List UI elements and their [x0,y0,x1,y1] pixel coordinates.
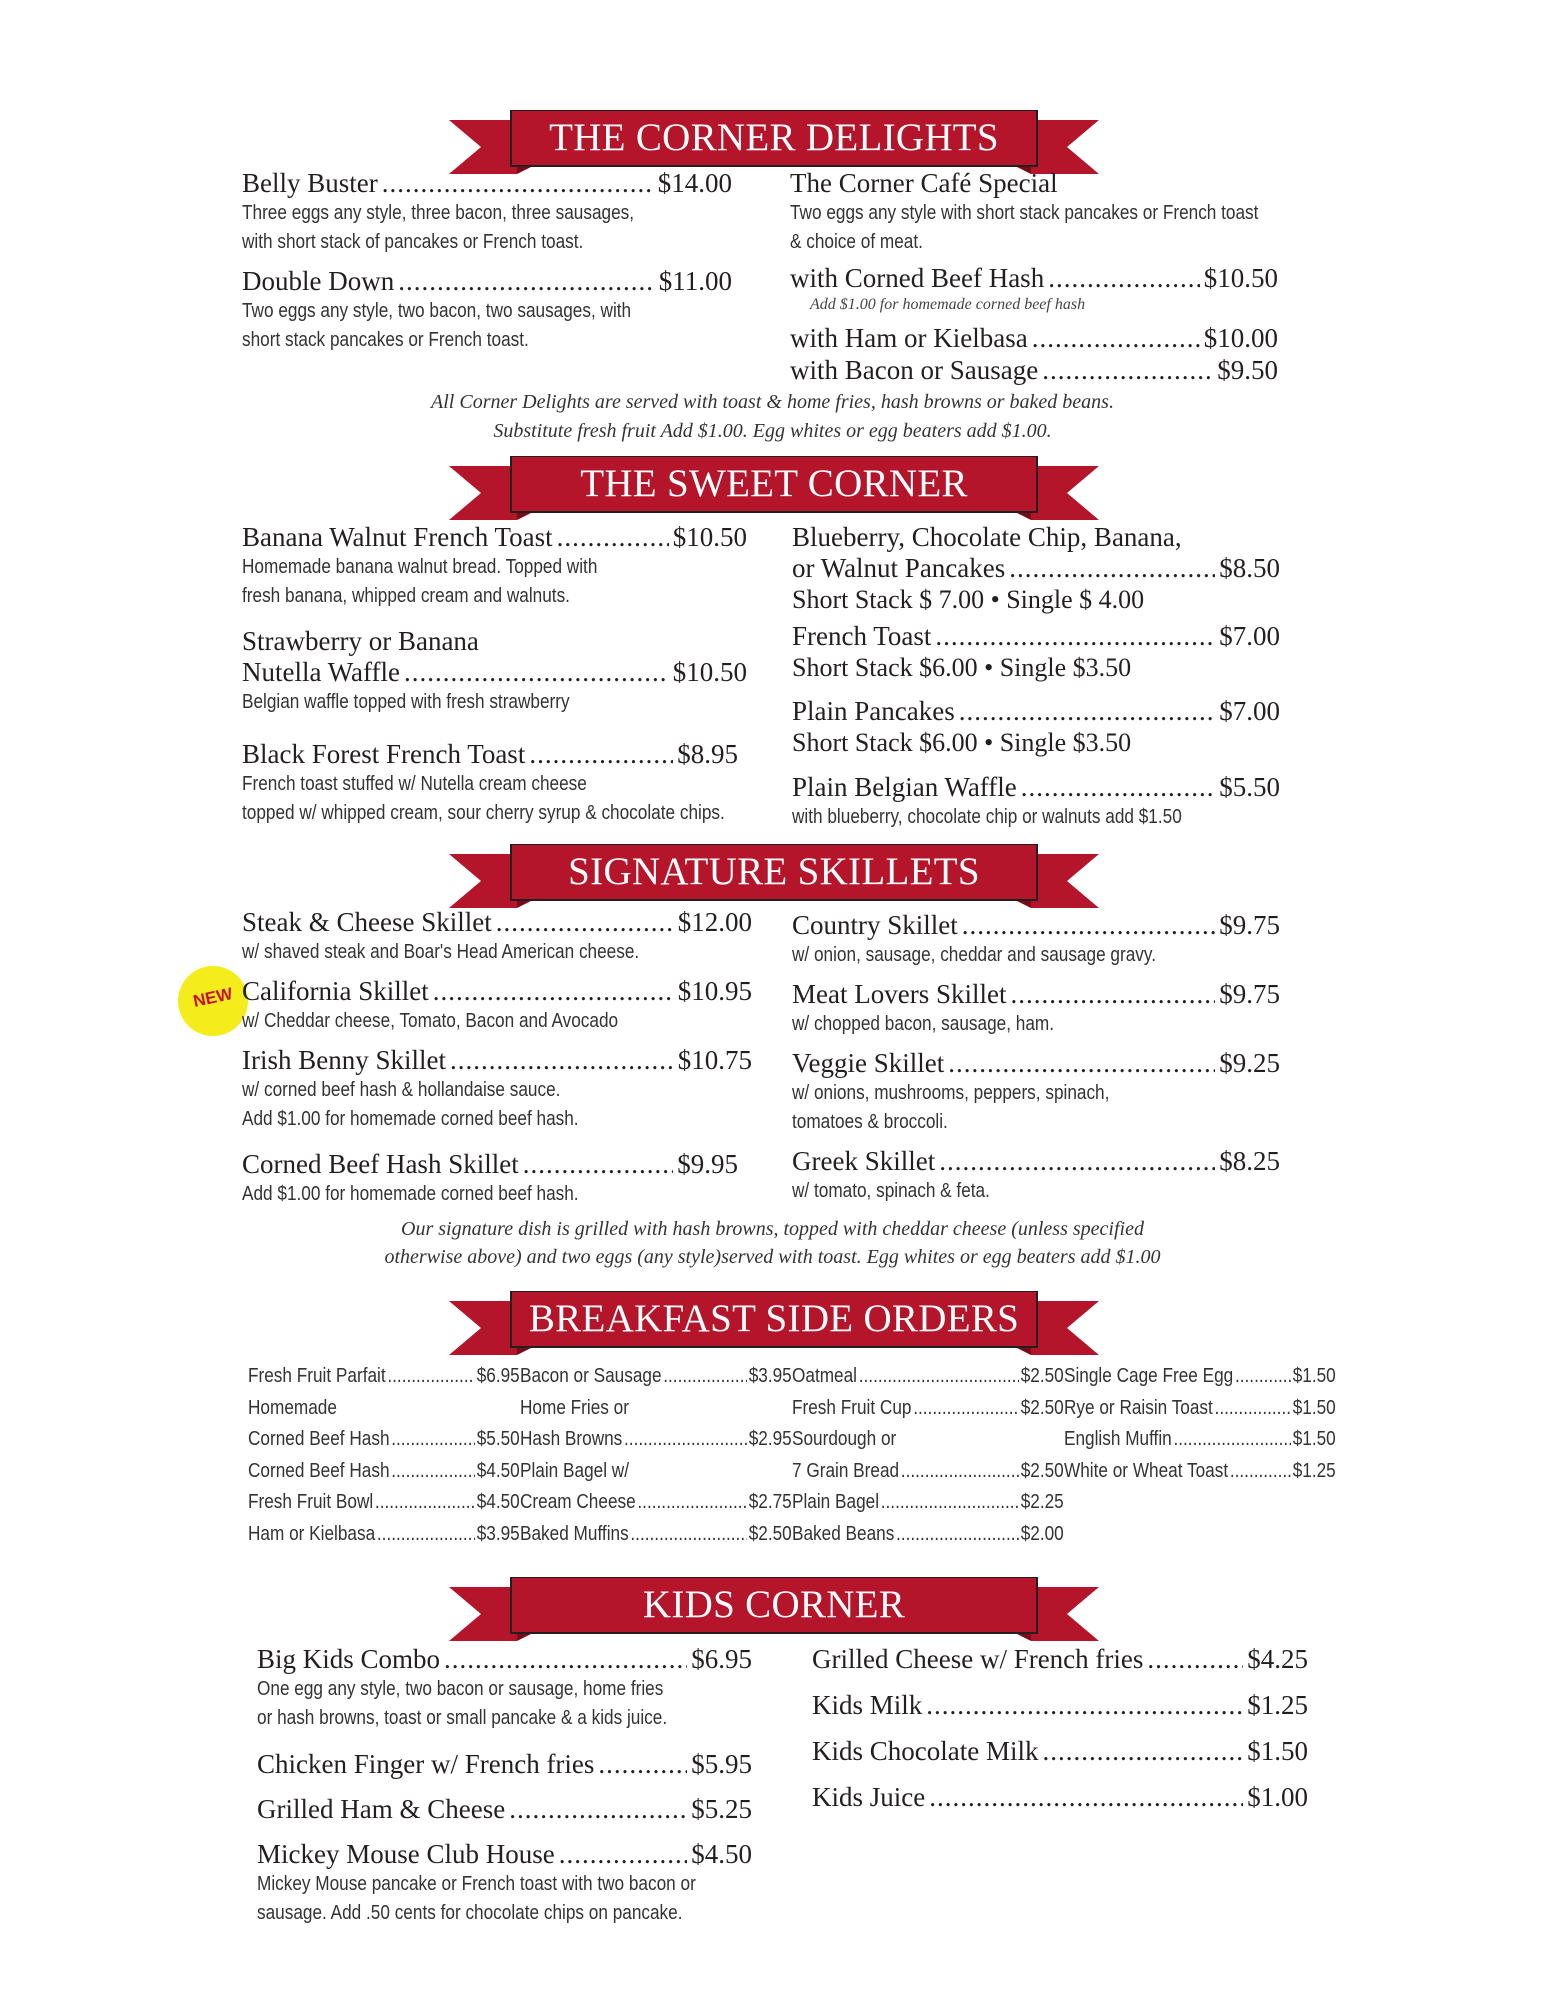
side-orders-column-1 [248,1361,520,1550]
section-title: THE SWEET CORNER [580,462,968,505]
item-sizes: Short Stack $ 7.00 • Single $ 4.00 [792,585,1145,614]
side-item [792,1424,1064,1456]
side-item-name: Cream Cheese [520,1491,636,1513]
item-price: $14.00 [657,168,732,198]
item-price: $9.75 [1219,979,1280,1009]
item-name: Nutella Waffle [242,657,401,687]
dot-leader [1147,1644,1243,1675]
side-item [792,1519,1064,1551]
new-badge-label: NEW [191,984,235,1011]
side-item-name: White or Wheat Toast [1064,1459,1229,1482]
item-name: Plain Belgian Waffle [792,772,1017,802]
section-footnote: All Corner Delights are served with toast & home fries, hash browns or baked beans. [431,391,1114,413]
menu-item-meat-lovers-skillet [792,979,1280,1039]
side-item [1064,1456,1336,1488]
side-item-name: English Muffin [1064,1428,1172,1450]
side-item-name: Fresh Fruit Bowl [248,1491,374,1513]
dot-leader [896,1519,1019,1551]
side-item-price: $6.95 [476,1365,520,1387]
item-description: short stack pancakes or French toast. [242,329,529,351]
side-item [792,1487,1064,1519]
dot-leader [881,1487,1019,1519]
side-orders-column-4 [1064,1361,1336,1487]
item-name: Kids Milk [812,1690,923,1720]
item-description: Add $1.00 for homemade corned beef hash. [242,1108,579,1130]
dot-leader [901,1456,1019,1488]
item-price: $10.50 [672,657,747,687]
dot-leader [959,696,1216,727]
item-description: w/ chopped bacon, sausage, ham. [792,1013,1055,1035]
banner-corner-delights [449,110,1099,176]
item-price: $10.50 [672,522,747,552]
menu-item-grilled-cheese [812,1644,1308,1675]
menu-item-cafe-special [790,168,1310,257]
item-description: French toast stuffed w/ Nutella cream cheese [242,773,587,795]
side-item [792,1393,1064,1425]
dot-leader [926,1690,1243,1721]
dot-leader [1042,355,1213,386]
item-price: $8.25 [1219,1146,1280,1176]
side-item-price: $2.95 [748,1428,792,1450]
dot-leader [1235,1361,1291,1393]
side-item-price: $3.95 [476,1522,520,1545]
side-item-name: Plain Bagel w/ [520,1459,630,1482]
item-price: $6.95 [691,1644,752,1674]
section-title: BREAKFAST SIDE ORDERS [528,1297,1020,1340]
menu-item-veggie-skillet [792,1048,1280,1137]
menu-item-black-forest-toast [242,739,738,828]
side-item-name: Baked Beans [792,1522,895,1545]
dot-leader [1230,1456,1291,1488]
side-item-price: $2.00 [1020,1522,1064,1545]
item-price: $9.25 [1219,1048,1280,1078]
side-item [1064,1393,1336,1425]
item-name: with Corned Beef Hash [790,263,1045,293]
side-item-price: $2.50 [1020,1396,1064,1419]
dot-leader [391,1424,475,1456]
dot-leader [375,1487,475,1519]
side-item [1064,1424,1336,1456]
section-title: THE CORNER DELIGHTS [549,116,999,159]
item-name: Veggie Skillet [792,1048,945,1078]
side-item-name: Fresh Fruit Cup [792,1396,912,1419]
menu-item-banana-walnut-toast [242,522,747,611]
item-note: Add $1.00 for homemade corned beef hash [810,296,1086,313]
side-item [520,1519,792,1551]
dot-leader [377,1519,475,1551]
menu-item-kids-milk [812,1690,1308,1721]
dot-leader [948,1048,1215,1079]
dot-leader [1215,1393,1291,1425]
section-footnote: otherwise above) and two eggs (any style)served with toast. Egg whites or egg beaters add $1.00 [384,1246,1161,1268]
item-name: Black Forest French Toast [242,739,526,769]
item-price: $7.00 [1219,696,1280,726]
item-price: $9.95 [677,1149,738,1179]
dot-leader [598,1749,687,1780]
menu-item-plain-pancakes [792,696,1280,758]
dot-leader [559,1839,688,1870]
menu-item-pancakes [792,522,1280,615]
menu-item-french-toast [792,621,1280,683]
side-item-name: Plain Bagel [792,1491,880,1513]
side-item-name: Homemade [248,1396,337,1419]
side-item-price: $1.50 [1292,1365,1336,1387]
item-price: $4.25 [1247,1644,1308,1674]
item-description: Belgian waffle topped with fresh strawberry [242,691,570,713]
menu-item-big-kids-combo [257,1644,752,1733]
item-description: Add $1.00 for homemade corned beef hash. [242,1183,579,1205]
item-price: $5.50 [1219,772,1280,802]
side-item [520,1361,792,1393]
item-description: Two eggs any style with short stack pancakes or French toast [790,202,1259,224]
item-name: Big Kids Combo [257,1644,441,1674]
item-price: $1.25 [1247,1690,1308,1720]
menu-item-california-skillet [242,976,752,1036]
side-item [248,1519,520,1551]
item-description: Homemade banana walnut bread. Topped with [242,556,598,578]
side-item-price: $1.50 [1292,1428,1336,1450]
item-price: $1.50 [1247,1736,1308,1766]
item-description: w/ corned beef hash & hollandaise sauce. [242,1079,561,1101]
dot-leader [529,739,673,770]
new-badge [178,966,248,1036]
menu-item-mickey-mouse [257,1839,752,1928]
side-item-name: Fresh Fruit Parfait [248,1365,386,1387]
menu-item-chicken-finger [257,1749,752,1780]
side-item-name: Sourdough or [792,1428,897,1450]
menu-item-kids-juice [812,1782,1308,1813]
item-price: $9.75 [1219,910,1280,940]
item-sizes: Short Stack $6.00 • Single $3.50 [792,728,1132,757]
side-item [248,1487,520,1519]
side-item-price: $2.25 [1020,1491,1064,1513]
dot-leader [663,1361,747,1393]
side-item-name: Baked Muffins [520,1522,629,1545]
dot-leader [630,1519,747,1551]
side-item [520,1487,792,1519]
menu-item-bacon-sausage [790,355,1278,386]
item-name: Chicken Finger w/ French fries [257,1749,595,1779]
item-name: French Toast [792,621,932,651]
item-name: Irish Benny Skillet [242,1045,446,1075]
item-price: $10.75 [677,1045,752,1075]
item-price: $10.95 [677,976,752,1006]
side-item [520,1393,792,1425]
side-item-price: $3.95 [748,1365,792,1387]
side-item-name: Bacon or Sausage [520,1365,662,1387]
item-description: Two eggs any style, two bacon, two sausages, with [242,300,632,322]
side-item-price: $2.50 [1020,1459,1064,1482]
item-description: Mickey Mouse pancake or French toast with two bacon or [257,1873,696,1895]
item-name: Kids Juice [812,1782,926,1812]
side-item [792,1456,1064,1488]
dot-leader [444,1644,687,1675]
menu-item-country-skillet [792,910,1280,970]
item-name: The Corner Café Special [790,168,1058,198]
menu-item-nutella-waffle [242,626,747,717]
banner-side-orders [449,1291,1099,1357]
dot-leader [387,1361,475,1393]
side-item-name: Single Cage Free Egg [1064,1365,1234,1387]
dot-leader [523,1149,674,1180]
dot-leader [929,1782,1243,1813]
menu-item-corned-beef-hash [790,263,1278,316]
side-item [248,1393,520,1425]
item-description: Three eggs any style, three bacon, three sausages, [242,202,635,224]
side-item [1064,1361,1336,1393]
item-price: $1.00 [1247,1782,1308,1812]
item-description: with short stack of pancakes or French toast. [242,231,584,253]
menu-item-double-down [242,266,732,355]
item-price: $9.50 [1217,355,1278,385]
item-name: Banana Walnut French Toast [242,522,553,552]
side-item-name: Ham or Kielbasa [248,1522,376,1545]
item-price: $5.25 [691,1794,752,1824]
item-description: w/ Cheddar cheese, Tomato, Bacon and Avocado [242,1010,619,1032]
item-price: $10.00 [1203,323,1278,353]
item-description: w/ tomato, spinach & feta. [792,1180,990,1202]
item-description: tomatoes & broccoli. [792,1111,948,1133]
item-name: with Bacon or Sausage [790,355,1039,385]
side-item-name: Corned Beef Hash [248,1459,390,1482]
dot-leader [913,1393,1019,1425]
dot-leader [1010,979,1215,1010]
item-name: Grilled Ham & Cheese [257,1794,506,1824]
side-item-price: $4.50 [476,1491,520,1513]
item-name: Corned Beef Hash Skillet [242,1149,519,1179]
item-description: sausage. Add .50 cents for chocolate chips on pancake. [257,1902,683,1924]
item-name-line: Strawberry or Banana [242,626,479,656]
item-name-line: Blueberry, Chocolate Chip, Banana, [792,522,1182,552]
dot-leader [859,1361,1019,1393]
item-description: w/ shaved steak and Boar's Head American cheese. [242,941,640,963]
side-item-price: $2.75 [748,1491,792,1513]
side-item-name: Corned Beef Hash [248,1428,390,1450]
item-price: $11.00 [658,266,732,296]
menu-item-belly-buster [242,168,732,257]
item-name: Grilled Cheese w/ French fries [812,1644,1144,1674]
item-description: fresh banana, whipped cream and walnuts. [242,585,570,607]
item-price: $12.00 [677,907,752,937]
dot-leader [398,266,655,297]
side-item-name: Oatmeal [792,1365,858,1387]
side-orders-column-3 [792,1361,1064,1550]
item-price: $5.95 [691,1749,752,1779]
item-name: or Walnut Pancakes [792,553,1006,583]
banner-kids-corner [449,1577,1099,1643]
menu-item-greek-skillet [792,1146,1280,1206]
dot-leader [1042,1736,1243,1767]
dot-leader [1032,323,1200,354]
item-name: Kids Chocolate Milk [812,1736,1039,1766]
side-item-name: Rye or Raisin Toast [1064,1396,1213,1419]
dot-leader [404,657,669,688]
item-price: $8.95 [677,739,738,769]
dot-leader [557,522,669,553]
item-description: or hash browns, toast or small pancake & a kids juice. [257,1707,668,1729]
item-name: Meat Lovers Skillet [792,979,1007,1009]
side-item-name: 7 Grain Bread [792,1459,900,1482]
side-item-price: $1.25 [1292,1459,1336,1482]
item-price: $4.50 [691,1839,752,1869]
dot-leader [382,168,654,199]
dot-leader [962,910,1215,941]
item-name: Mickey Mouse Club House [257,1839,555,1869]
side-item-price: $5.50 [476,1428,520,1450]
banner-sweet-corner [449,456,1099,522]
dot-leader [1048,263,1200,294]
side-item [520,1456,792,1488]
dot-leader [450,1045,674,1076]
menu-item-grilled-ham-cheese [257,1794,752,1825]
dot-leader [1021,772,1215,803]
item-sizes: Short Stack $6.00 • Single $3.50 [792,653,1132,682]
section-footnote: Our signature dish is grilled with hash browns, topped with cheddar cheese (unless specified [401,1218,1144,1240]
side-item [792,1361,1064,1393]
menu-item-corned-beef-skillet [242,1149,738,1209]
dot-leader [1173,1424,1291,1456]
section-title: KIDS CORNER [642,1583,906,1626]
item-name: Belly Buster [242,168,378,198]
dot-leader [1009,553,1215,584]
item-description: topped w/ whipped cream, sour cherry syrup & chocolate chips. [242,802,725,824]
item-description: w/ onions, mushrooms, peppers, spinach, [792,1082,1110,1104]
item-price: $7.00 [1219,621,1280,651]
dot-leader [624,1424,747,1456]
menu-item-steak-cheese-skillet [242,907,752,967]
menu-item-irish-benny-skillet [242,1045,752,1134]
dot-leader [939,1146,1215,1177]
dot-leader [496,907,674,938]
item-name: Greek Skillet [792,1146,936,1176]
menu-item-kids-chocolate-milk [812,1736,1308,1767]
item-description: & choice of meat. [790,231,923,253]
item-name: with Ham or Kielbasa [790,323,1028,353]
item-name: Double Down [242,266,395,296]
side-item-price: $2.50 [748,1522,792,1545]
banner-signature-skillets [449,844,1099,910]
dot-leader [637,1487,747,1519]
side-item-price: $2.50 [1020,1365,1064,1387]
item-description: with blueberry, chocolate chip or walnuts add $1.50 [792,806,1182,828]
side-item [520,1424,792,1456]
side-item [248,1456,520,1488]
side-item-price: $1.50 [1292,1396,1336,1419]
section-footnote: Substitute fresh fruit Add $1.00. Egg whites or egg beaters add $1.00. [493,420,1052,442]
section-title: SIGNATURE SKILLETS [568,850,980,893]
side-item [248,1424,520,1456]
dot-leader [433,976,674,1007]
side-item-name: Hash Browns [520,1428,623,1450]
item-name: Country Skillet [792,910,958,940]
dot-leader [935,621,1215,652]
menu-item-ham-kielbasa [790,323,1278,354]
side-item [248,1361,520,1393]
side-item-name: Home Fries or [520,1396,629,1419]
side-item-price: $4.50 [476,1459,520,1482]
item-name: Plain Pancakes [792,696,955,726]
item-name: California Skillet [242,976,429,1006]
dot-leader [391,1456,475,1488]
item-description: One egg any style, two bacon or sausage, home fries [257,1678,664,1700]
menu-item-belgian-waffle [792,772,1280,832]
side-orders-column-2 [520,1361,792,1550]
item-price: $10.50 [1203,263,1278,293]
item-price: $8.50 [1219,553,1280,583]
dot-leader [509,1794,687,1825]
item-name: Steak & Cheese Skillet [242,907,492,937]
item-description: w/ onion, sausage, cheddar and sausage gravy. [792,944,1156,966]
